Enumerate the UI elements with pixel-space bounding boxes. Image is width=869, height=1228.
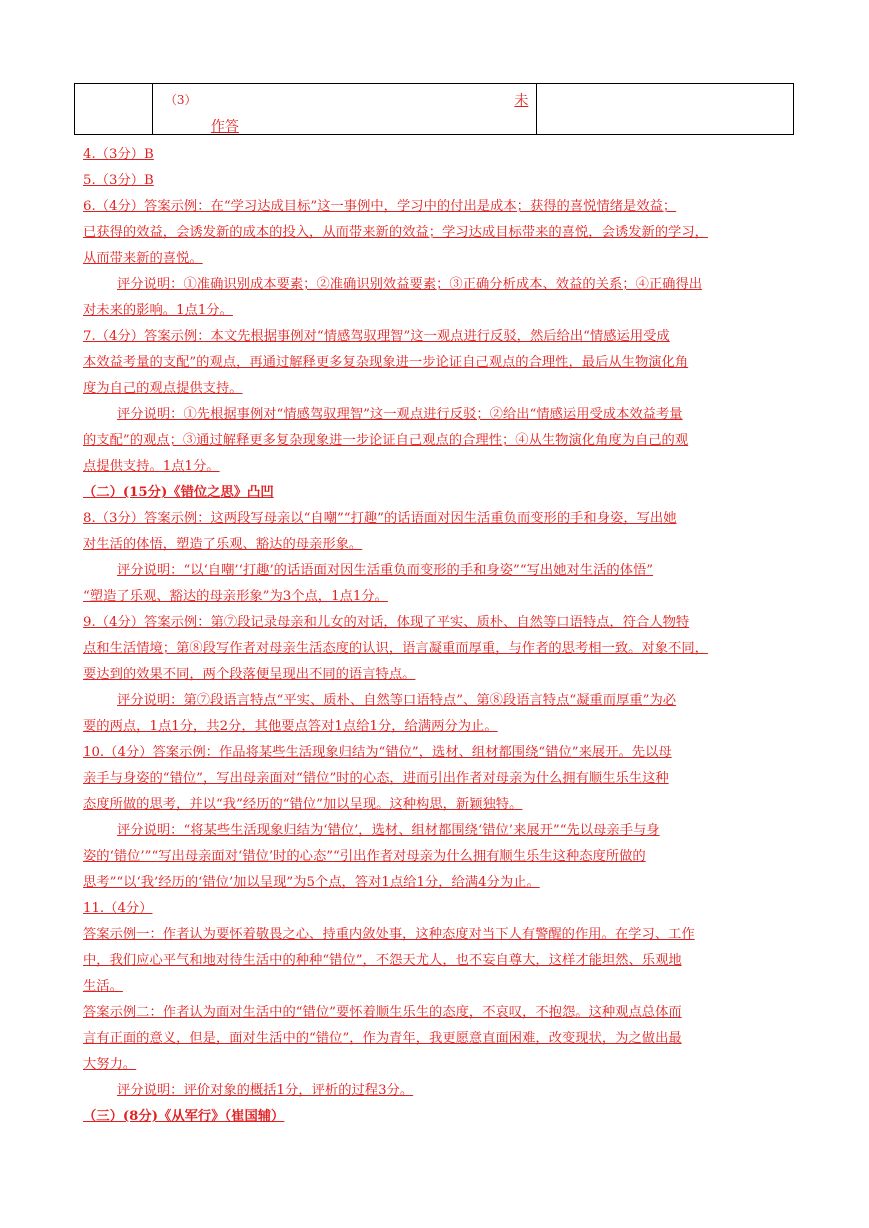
answer-line [83, 194, 787, 220]
answer-line [83, 1052, 787, 1078]
answer-line [83, 506, 787, 532]
table-cell-answer [152, 84, 536, 135]
answer-line-text: 评分说明：第⑦段语言特点“平实、质朴、自然等口语特点”、第⑧段语言特点“凝重而厚重”为必 [117, 693, 677, 708]
answer-line [83, 636, 787, 662]
answer-line-text: 评分说明：评价对象的概括1分，评析的过程3分。 [117, 1083, 414, 1098]
answer-line [83, 922, 787, 948]
answer-line [83, 870, 787, 896]
answer-line [83, 142, 787, 168]
answer-line [83, 532, 787, 558]
answer-line [83, 662, 787, 688]
answer-line-text: 要的两点，1点1分，共2分，其他要点答对1点给1分，给满两分为止。 [83, 719, 498, 734]
answer-line-text: 8.（3分）答案示例：这两段写母亲以“自嘲”“打趣”的话语面对因生活重负而变形的手和身姿，写出她 [83, 511, 677, 526]
answer-line-text: 评分说明：“以‘自嘲’‘打趣’的话语面对因生活重负而变形的手和身姿”“写出她对生活的体悟” [117, 563, 654, 578]
section-heading [83, 1104, 787, 1130]
answer-line [83, 740, 787, 766]
answer-content [83, 142, 787, 1130]
answer-line-text: 4.（3分）B [83, 147, 154, 162]
answer-line-text: 要达到的效果不同，两个段落便呈现出不同的语言特点。 [83, 667, 416, 682]
answer-line-text: 中，我们应心平气和地对待生活中的种种“错位”，不怨天尤人，也不妄自尊大，这样才能坦然、乐观地 [83, 953, 682, 968]
answer-line-text: 亲手与身姿的“错位”，写出母亲面对“错位”时的心态，进而引出作者对母亲为什么拥有顺生乐生这种 [83, 771, 669, 786]
answer-line-text: 言有正面的意义，但是，面对生活中的“错位”，作为青年，我更愿意直面困难，改变现状，为之做出最 [83, 1031, 682, 1046]
answer-line-text: 的支配”的观点；③通过解释更多复杂现象进一步论证自己观点的合理性；④从生物演化角度为自己的观 [83, 433, 689, 448]
answer-table [74, 83, 794, 135]
cell-text-2: 作答 [210, 119, 239, 135]
answer-line-text: 对未来的影响。1点1分。 [83, 303, 233, 318]
answer-line-text: 评分说明：①先根据事例对“情感驾驭理智”这一观点进行反驳；②给出“情感运用受成本效益考量 [117, 407, 683, 422]
answer-line-text: （三）(8分)《从军行》（崔国辅） [83, 1109, 285, 1124]
answer-line-text: 从而带来新的喜悦。 [83, 251, 203, 266]
answer-line-text: 答案示例一：作者认为要怀着敬畏之心、持重内敛处事，这种态度对当下人有警醒的作用。在学习、工作 [83, 927, 695, 942]
cell-text-1: 未 [514, 93, 529, 109]
table-cell-empty [75, 84, 153, 135]
answer-line [83, 688, 787, 714]
answer-line-text: 评分说明：“将某些生活现象归结为‘错位’，选材、组材都围绕‘错位’来展开”“先以母亲手与身 [117, 823, 660, 838]
answer-line [83, 714, 787, 740]
answer-line [83, 1026, 787, 1052]
answer-line [83, 818, 787, 844]
answer-line [83, 1078, 787, 1104]
answer-line-text: 5.（3分）B [83, 173, 154, 188]
answer-line [83, 584, 787, 610]
answer-line [83, 246, 787, 272]
answer-line-text: 评分说明：①准确识别成本要素；②准确识别效益要素；③正确分析成本、效益的关系；④正确得出 [117, 277, 703, 292]
table-row [75, 84, 794, 135]
answer-line-text: 11.（4分） [83, 901, 153, 916]
answer-line [83, 324, 787, 350]
answer-line-text: 思考”“以‘我’经历的‘错位’加以呈现”为5个点，答对1点给1分，给满4分为止。 [83, 875, 540, 890]
answer-line-text: 点提供支持。1点1分。 [83, 459, 220, 474]
answer-line [83, 844, 787, 870]
answer-line-text: 已获得的效益，会诱发新的成本的投入，从而带来新的效益；学习达成目标带来的喜悦，会诱发新的学习， [83, 225, 708, 240]
answer-line [83, 896, 787, 922]
answer-line [83, 792, 787, 818]
answer-line [83, 558, 787, 584]
answer-line-text: 7.（4分）答案示例：本文先根据事例对“情感驾驭理智”这一观点进行反驳，然后给出“情感运用受成 [83, 329, 670, 344]
answer-line [83, 610, 787, 636]
answer-line [83, 298, 787, 324]
answer-line [83, 428, 787, 454]
answer-line [83, 974, 787, 1000]
answer-line-text: 大努力。 [83, 1057, 137, 1072]
answer-line [83, 272, 787, 298]
answer-line-text: 9.（4分）答案示例：第⑦段记录母亲和儿女的对话，体现了平实、质朴、自然等口语特点，符合人物特 [83, 615, 690, 630]
answer-line [83, 376, 787, 402]
answer-line [83, 454, 787, 480]
section-heading [83, 480, 787, 506]
answer-line [83, 220, 787, 246]
answer-line-text: 点和生活情境；第⑧段写作者对母亲生活态度的认识，语言凝重而厚重，与作者的思考相一致。对象不同， [83, 641, 708, 656]
answer-line [83, 168, 787, 194]
answer-line-text: 10.（4分）答案示例：作品将某些生活现象归结为“错位”，选材、组材都围绕“错位”来展开。先以母 [83, 745, 672, 760]
answer-line-text: 6.（4分）答案示例：在“学习达成目标”这一事例中，学习中的付出是成本；获得的喜悦情绪是效益； [83, 199, 677, 214]
answer-line-text: 姿的‘错位’”“写出母亲面对‘错位’时的心态”“引出作者对母亲为什么拥有顺生乐生这种态度所做的 [83, 849, 646, 864]
answer-line-text: 对生活的体悟，塑造了乐观、豁达的母亲形象。 [83, 537, 363, 552]
answer-line [83, 1000, 787, 1026]
answer-line [83, 402, 787, 428]
answer-line-text: 度为自己的观点提供支持。 [83, 381, 243, 396]
table-cell-score [537, 84, 794, 135]
answer-line [83, 350, 787, 376]
answer-line-text: 本效益考量的支配”的观点，再通过解释更多复杂现象进一步论证自己观点的合理性，最后从生物演化角 [83, 355, 689, 370]
answer-line-text: 答案示例二：作者认为面对生活中的“错位”要怀着顺生乐生的态度，不哀叹，不抱怨。这种观点总体而 [83, 1005, 682, 1020]
answer-line [83, 948, 787, 974]
answer-line [83, 766, 787, 792]
cell-label: （3） [164, 93, 197, 107]
answer-line-text: （二）(15分)《错位之思》凸凹 [83, 485, 274, 500]
answer-line-text: 生活。 [83, 979, 123, 994]
answer-line-text: “塑造了乐观、豁达的母亲形象”为3个点，1点1分。 [83, 589, 388, 604]
answer-line-text: 态度所做的思考，并以“我”经历的“错位”加以呈现。这种构思，新颖独特。 [83, 797, 523, 812]
